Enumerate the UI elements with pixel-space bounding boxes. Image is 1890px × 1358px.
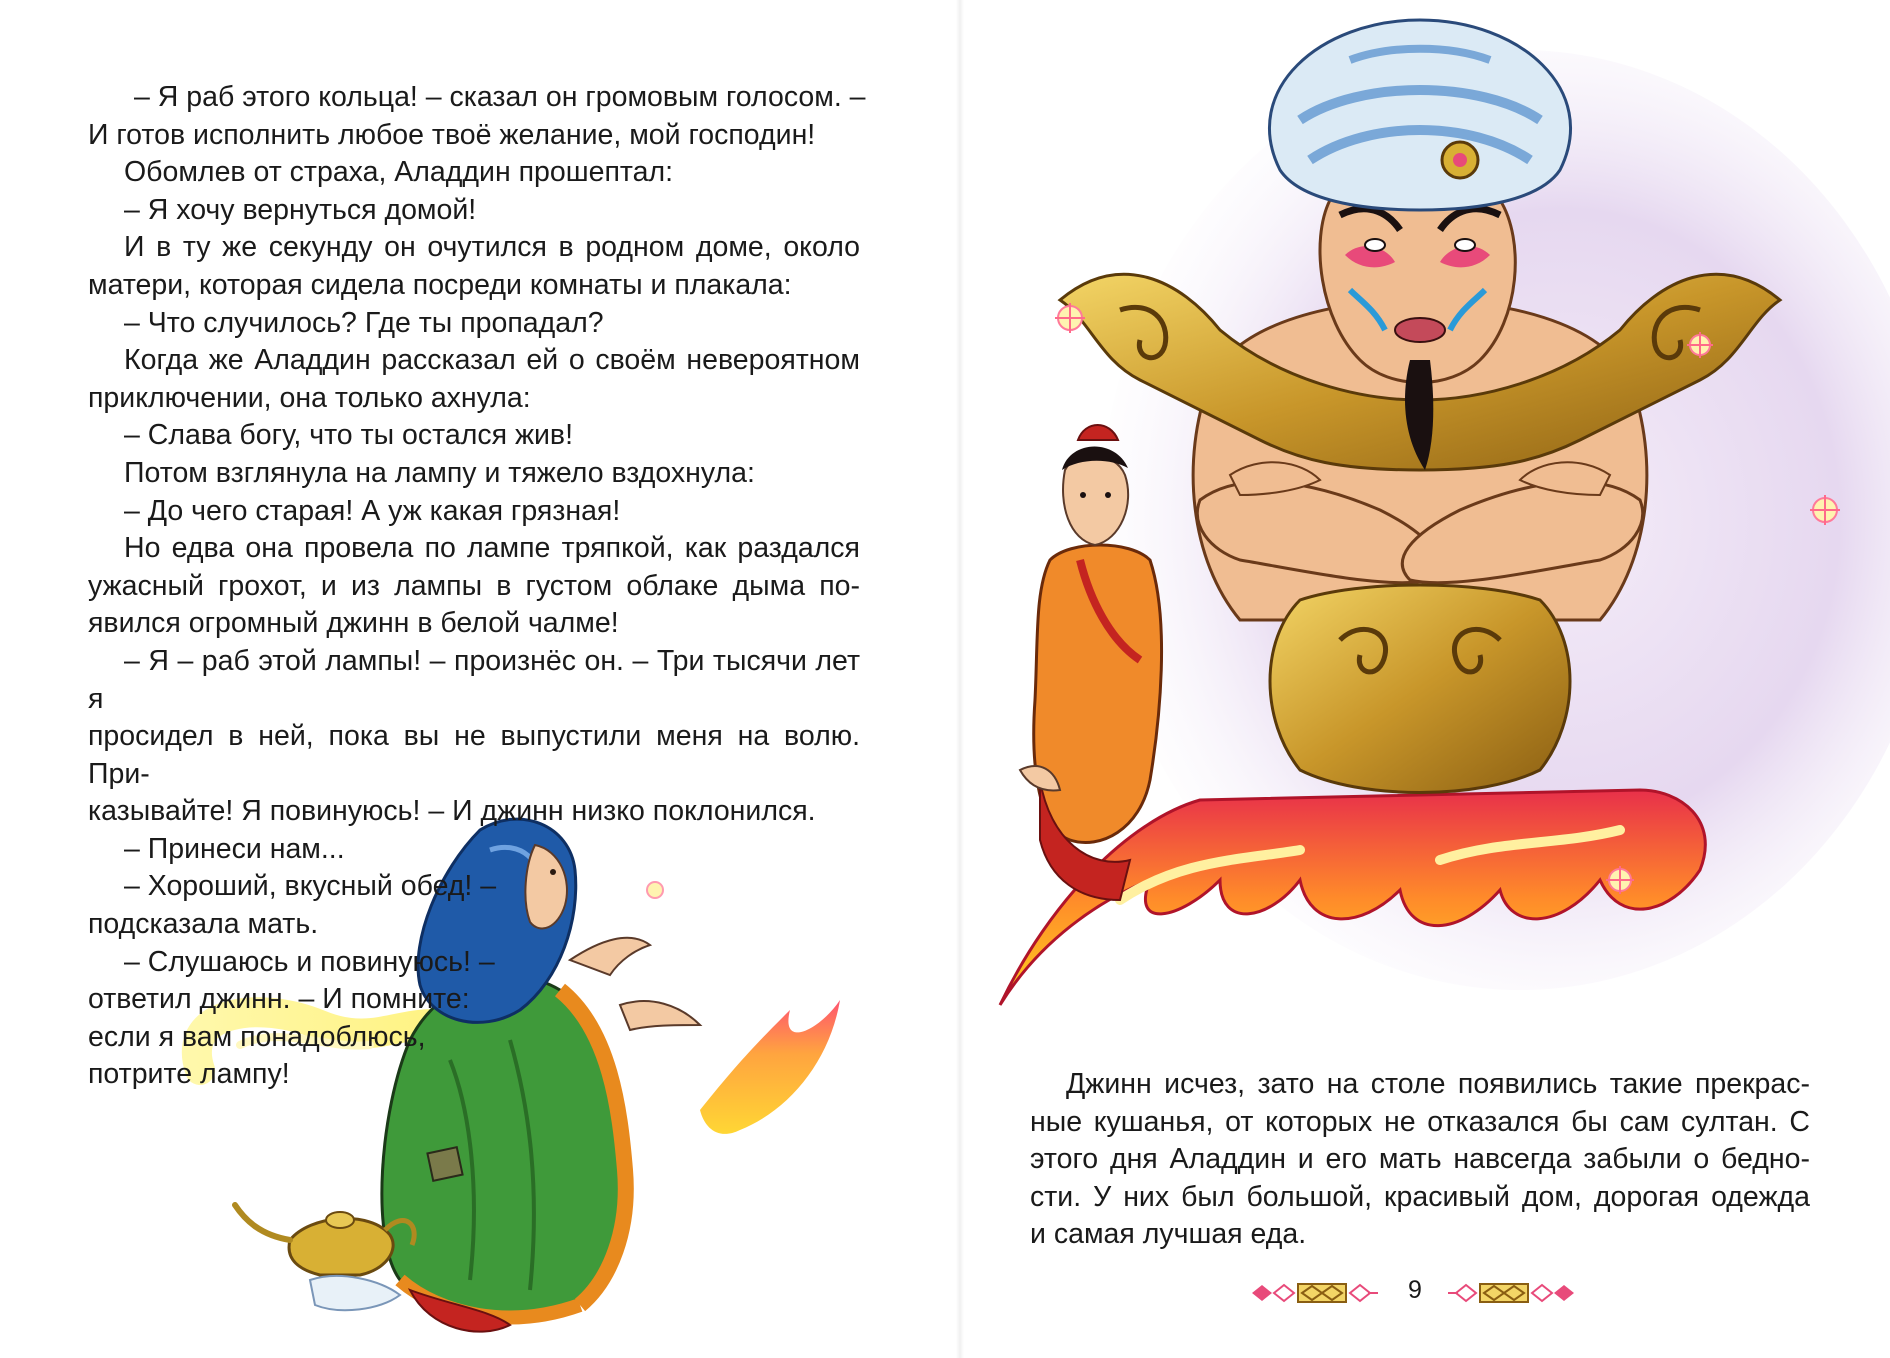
story-line: если я вам понадоблюсь, (88, 1020, 426, 1053)
story-line: Потом взглянула на лампу и тяжело вздохнула: (124, 456, 755, 489)
story-line: ные кушанья, от которых не отказался бы сам султан. С (1030, 1105, 1810, 1138)
story-line: ужасный грохот, и из лампы в густом облаке дыма по- (88, 569, 860, 602)
story-line: приключении, она только ахнула: (88, 381, 531, 414)
story-line: И в ту же секунду он очутился в родном доме, около (124, 231, 860, 264)
book-gutter (956, 0, 964, 1358)
story-line: казывайте! Я повинуюсь! – И джинн низко поклонился. (88, 795, 816, 828)
story-line: – Я – раб этой лампы! – произнёс он. – Три тысячи лет я (88, 644, 860, 715)
story-line: и самая лучшая еда. (1030, 1218, 1307, 1251)
story-line: – Слава богу, что ты остался жив! (124, 419, 573, 452)
story-line: Когда же Аладдин рассказал ей о своём невероятном (124, 344, 860, 377)
page-number-ornament (1250, 1272, 1580, 1312)
story-line: Обомлев от страха, Аладдин прошептал: (124, 156, 674, 189)
story-line: И готов исполнить любое твоё желание, мой господин! (88, 118, 816, 151)
story-line: – Хороший, вкусный обед! – (124, 870, 497, 903)
genie-with-aladdin-illustration (980, 0, 1890, 1045)
story-line: потрите лампу! (88, 1058, 290, 1091)
story-line: – Принеси нам... (124, 832, 345, 865)
story-line: Джинн исчез, зато на столе появились такие прекрас- (1066, 1068, 1810, 1100)
story-line: – До чего старая! А уж какая грязная! (124, 494, 621, 527)
story-continuation (1030, 1066, 1810, 1254)
ornament-right-icon (1446, 1280, 1576, 1306)
story-line: сти. У них был большой, красивый дом, дорогая одежда (1030, 1180, 1810, 1213)
story-line: матери, которая сидела посреди комнаты и плакала: (88, 268, 792, 301)
story-line: Но едва она провела по лампе тряпкой, как раздался (124, 532, 860, 565)
story-line: – Я раб этого кольца! – сказал он громовым голосом. – (134, 81, 866, 113)
page-number: 9 (1408, 1276, 1422, 1304)
story-line: этого дня Аладдин и его мать навсегда забыли о бедно- (1030, 1143, 1810, 1176)
story-line: – Что случилось? Где ты пропадал? (124, 306, 604, 339)
ornament-left-icon (1250, 1280, 1380, 1306)
story-line: – Я хочу вернуться домой! (124, 193, 477, 226)
story-line: просидел в ней, пока вы не выпустили меня на волю. При- (88, 720, 860, 790)
story-text (88, 79, 866, 1094)
story-line: подсказала мать. (88, 908, 319, 941)
story-line: – Слушаюсь и повинуюсь! – (124, 945, 495, 978)
story-line: явился огромный джинн в белой чалме! (88, 607, 619, 640)
story-line: ответил джинн. – И помните: (88, 983, 470, 1016)
